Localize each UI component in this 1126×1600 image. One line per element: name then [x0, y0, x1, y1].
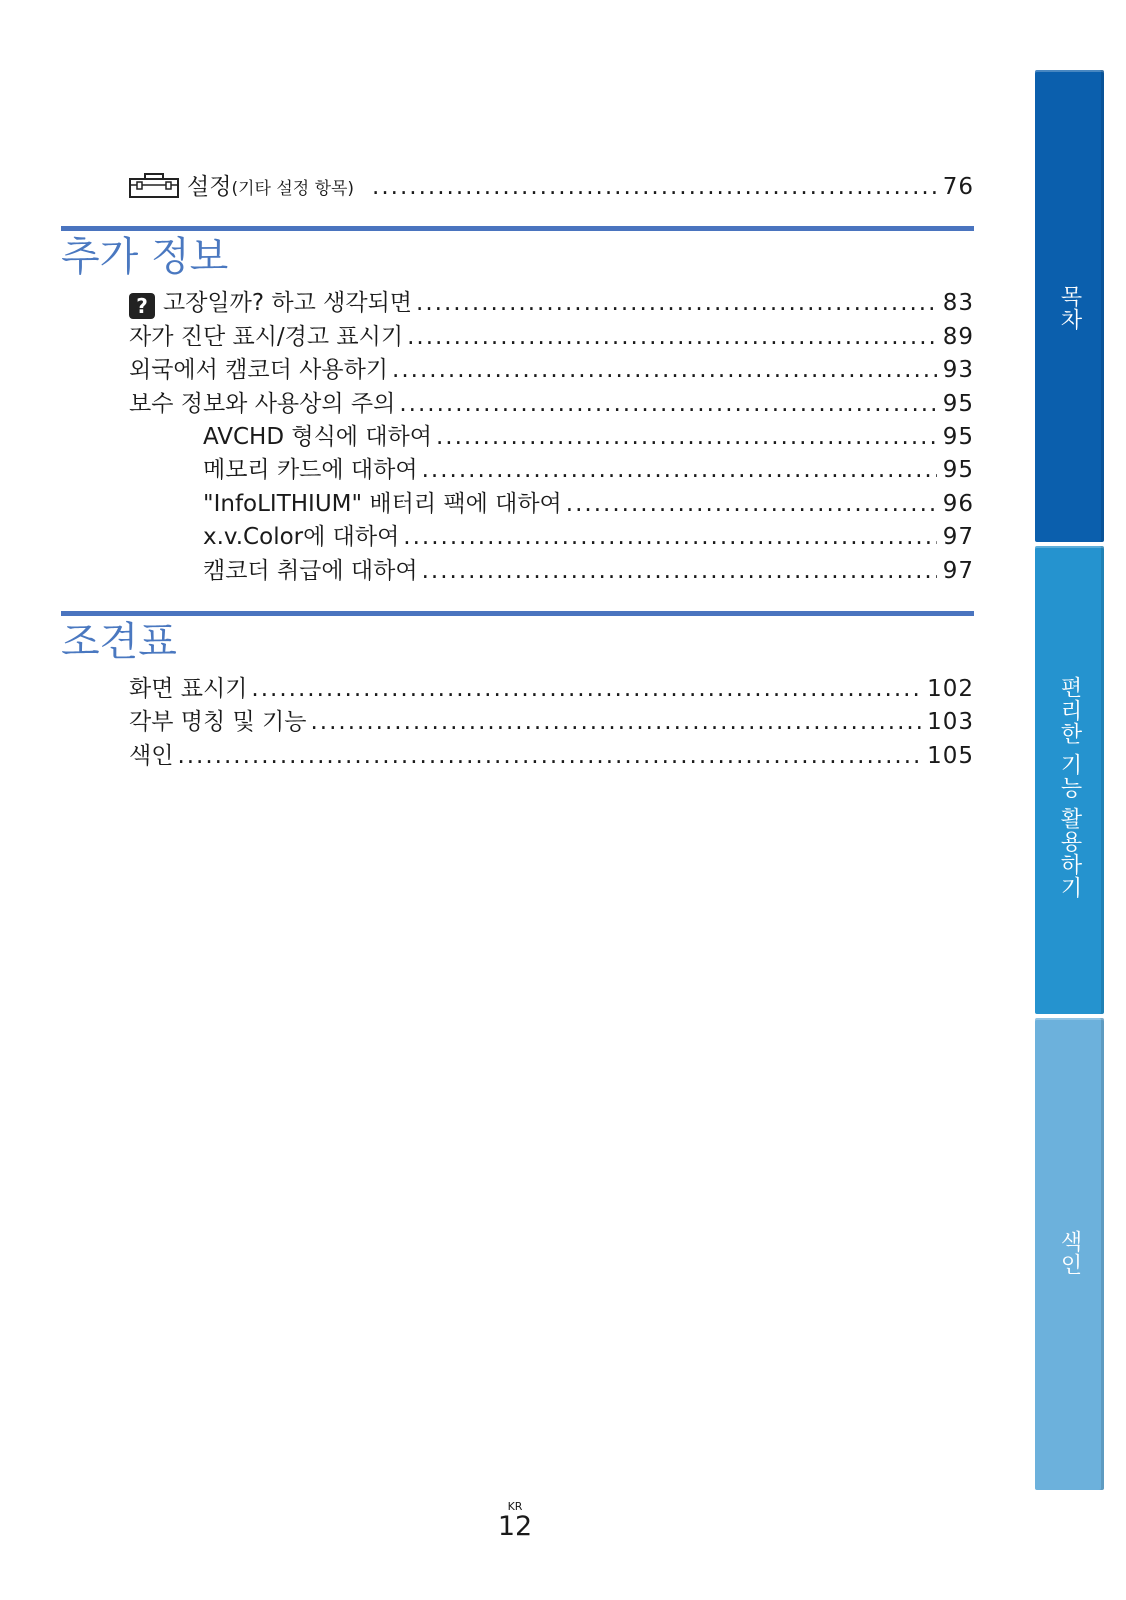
toc-page-number: 83	[942, 290, 974, 316]
dot-leader	[436, 422, 937, 452]
side-tab-index[interactable]	[1035, 1018, 1104, 1490]
toc-page-number: 89	[942, 324, 974, 350]
dot-leader	[399, 389, 936, 419]
toc-entry-setup[interactable]	[129, 171, 974, 204]
question-icon: ?	[129, 293, 155, 319]
dot-leader	[566, 489, 937, 519]
toc-entry[interactable]	[129, 674, 974, 704]
toc-entry[interactable]	[129, 389, 974, 419]
side-tab-label: 편리한 기능 활용하기	[1057, 676, 1082, 899]
toc-entry[interactable]	[129, 288, 974, 319]
dot-leader	[310, 707, 921, 737]
toc-page-number: 95	[942, 424, 974, 450]
toc-page-number: 103	[927, 709, 974, 735]
country-code: KR	[507, 1500, 523, 1513]
toc-entry-label: 외국에서 캠코더 사용하기	[129, 357, 389, 383]
toc-entry-label	[129, 171, 354, 204]
toc-entry-label: 캠코더 취급에 대하여	[203, 558, 418, 584]
dot-leader	[372, 172, 937, 202]
toc-entry[interactable]	[129, 322, 974, 352]
dot-leader	[416, 288, 937, 318]
toolbox-icon	[129, 171, 179, 199]
toc-sub-entry[interactable]	[203, 522, 974, 552]
toc-entry-label: 화면 표시기	[129, 676, 248, 702]
page-number	[490, 1501, 540, 1541]
dot-leader	[422, 556, 937, 586]
page-number-value: 12	[497, 1511, 533, 1542]
toc-entry-label: 고장일까? 하고 생각되면	[163, 290, 413, 316]
toc-entry-label: 자가 진단 표시/경고 표시기	[129, 324, 404, 350]
dot-leader	[251, 674, 921, 704]
toc-entry-label: 메모리 카드에 대하여	[203, 457, 418, 483]
section-rule	[61, 226, 974, 231]
toc-sub-entry[interactable]	[203, 455, 974, 485]
side-tab-label: 목차	[1057, 285, 1082, 331]
toc-entry-label: 각부 명칭 및 기능	[129, 709, 307, 735]
toc-page-number: 95	[942, 391, 974, 417]
setup-title: 설정	[187, 174, 232, 200]
dot-leader	[177, 741, 921, 771]
toc-page-number: 76	[942, 174, 974, 200]
toc-entry[interactable]	[129, 707, 974, 737]
section-title: 추가 정보	[61, 234, 229, 280]
toc-page-number: 93	[942, 357, 974, 383]
dot-leader	[392, 355, 937, 385]
toc-entry-label: x.v.Color에 대하여	[203, 524, 400, 550]
toc-entry-label: AVCHD 형식에 대하여	[203, 424, 432, 450]
toc-page-number: 102	[927, 676, 974, 702]
dot-leader	[403, 522, 936, 552]
side-tab-useful-functions[interactable]	[1035, 546, 1104, 1014]
section-rule	[61, 611, 974, 616]
setup-note: (기타 설정 항목)	[231, 179, 355, 199]
toc-entry-label: "InfoLITHIUM" 배터리 팩에 대하여	[203, 491, 562, 517]
toc-sub-entry[interactable]	[203, 489, 974, 519]
section-title: 조견표	[61, 619, 177, 665]
side-tab-label: 색인	[1057, 1230, 1082, 1276]
toc-sub-entry[interactable]	[203, 556, 974, 586]
toc-sub-entry[interactable]	[203, 422, 974, 452]
toc-page-number: 96	[942, 491, 974, 517]
toc-entry[interactable]	[129, 741, 974, 771]
dot-leader	[422, 455, 937, 485]
toc-page-number: 95	[942, 457, 974, 483]
toc-entry[interactable]	[129, 355, 974, 385]
toc-entry-label: 색인	[129, 743, 174, 769]
toc-page-number: 97	[942, 558, 974, 584]
toc-entry-label: 보수 정보와 사용상의 주의	[129, 391, 396, 417]
toc-page-number: 105	[927, 743, 974, 769]
dot-leader	[407, 322, 937, 352]
toc-page-number: 97	[942, 524, 974, 550]
side-tab-contents[interactable]	[1035, 70, 1104, 542]
